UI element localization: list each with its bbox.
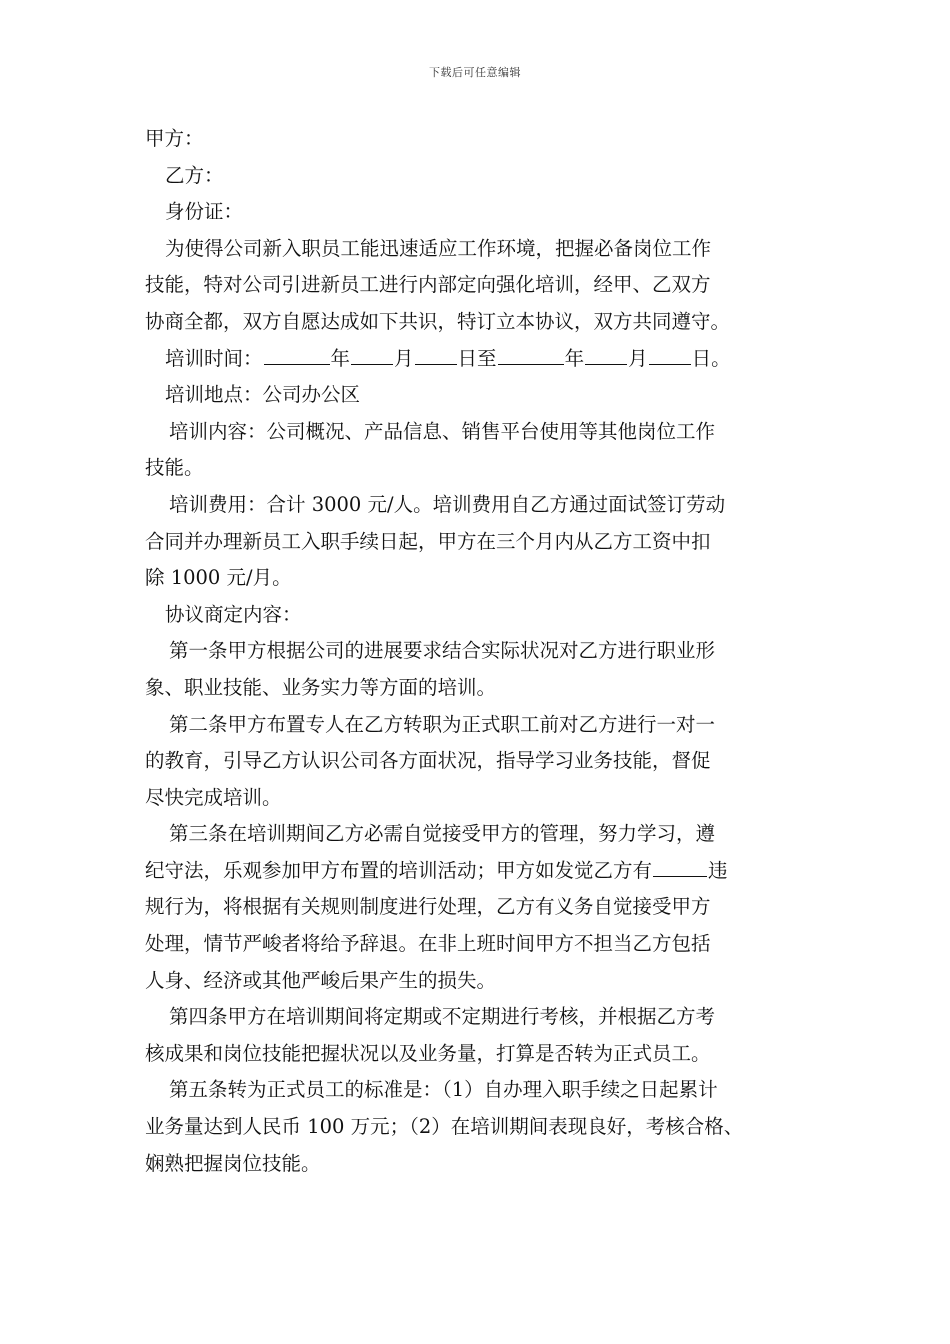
agreement-heading: 协议商定内容：: [165, 602, 302, 626]
start-day-label: 日至: [457, 346, 497, 370]
article-3-line-2: [145, 853, 813, 890]
article-3-line-5: 人身、经济或其他严峻后果产生的损失。: [145, 968, 497, 992]
training-time-line: [145, 341, 813, 378]
training-fee-line-2: 合同并办理新员工入职手续日起，甲方在三个月内从乙方工资中扣: [145, 529, 711, 553]
article-3-line-3: 规行为，将根据有关规则制度进行处理，乙方有义务自觉接受甲方: [145, 895, 711, 919]
article-3-line-2-end: 违: [708, 858, 728, 882]
training-location-line: 培训地点：公司办公区: [165, 383, 361, 407]
start-year-blank: [264, 344, 330, 365]
article-1-line-1: 第一条甲方根据公司的进展要求结合实际状况对乙方进行职业形: [169, 639, 716, 663]
intro-line-1: 为使得公司新入职员工能迅速适应工作环境，把握必备岗位工作: [165, 236, 712, 260]
article-4-line-1: 第四条甲方在培训期间将定期或不定期进行考核，并根据乙方考: [169, 1005, 716, 1029]
intro-line-2: 技能，特对公司引进新员工进行内部定向强化培训，经甲、乙双方: [145, 273, 711, 297]
article-1-line-2: 象、职业技能、业务实力等方面的培训。: [145, 675, 497, 699]
training-fee-line-3: 除 1000 元/月。: [145, 566, 292, 590]
article-2-line-2: 的教育，引导乙方认识公司各方面状况，指导学习业务技能，督促: [145, 749, 711, 773]
training-content-line-2: 技能。: [145, 456, 204, 480]
training-time-label: 培训时间：: [165, 346, 263, 370]
start-day-blank: [415, 344, 457, 365]
id-card-line: 身份证：: [165, 200, 244, 224]
start-month-blank: [351, 344, 393, 365]
article-3-line-4: 处理，情节严峻者将给予辞退。在非上班时间甲方不担当乙方包括: [145, 932, 711, 956]
article-5-line-3: 娴熟把握岗位技能。: [145, 1151, 321, 1175]
end-month-label: 月: [628, 346, 648, 370]
violation-blank: [653, 856, 707, 877]
article-4-line-2: 核成果和岗位技能把握状况以及业务量，打算是否转为正式员工。: [145, 1041, 711, 1065]
article-5-line-1: 第五条转为正式员工的标准是：（1）自办理入职手续之日起累计: [169, 1078, 718, 1102]
end-year-label: 年: [564, 346, 585, 370]
training-content-line-1: 培训内容：公司概况、产品信息、销售平台使用等其他岗位工作: [169, 419, 716, 443]
party-b-line: 乙方：: [165, 163, 224, 187]
article-2-line-1: 第二条甲方布置专人在乙方转职为正式职工前对乙方进行一对一: [169, 712, 716, 736]
start-month-label: 月: [394, 346, 414, 370]
end-year-blank: [498, 344, 564, 365]
party-a-line: 甲方：: [145, 127, 204, 150]
article-3-line-1: 第三条在培训期间乙方必需自觉接受甲方的管理，努力学习，遵: [169, 822, 716, 846]
article-2-line-3: 尽快完成培训。: [145, 785, 282, 809]
article-5-line-2: 业务量达到人民币 100 万元；（2）在培训期间表现良好，考核合格、: [145, 1115, 744, 1139]
start-year-label: 年: [330, 346, 351, 370]
document-body: [145, 121, 813, 1182]
intro-line-3: 协商全都，双方自愿达成如下共识，特订立本协议，双方共同遵守。: [145, 309, 731, 333]
article-3-line-2-text: 纪守法，乐观参加甲方布置的培训活动；甲方如发觉乙方有: [145, 858, 653, 882]
training-fee-line-1: 培训费用：合计 3000 元/人。培训费用自乙方通过面试签订劳动: [169, 492, 726, 516]
page-header: 下载后可任意编辑: [429, 66, 521, 79]
end-day-blank: [649, 344, 691, 365]
end-month-blank: [585, 344, 627, 365]
end-day-label: 日。: [691, 346, 731, 370]
